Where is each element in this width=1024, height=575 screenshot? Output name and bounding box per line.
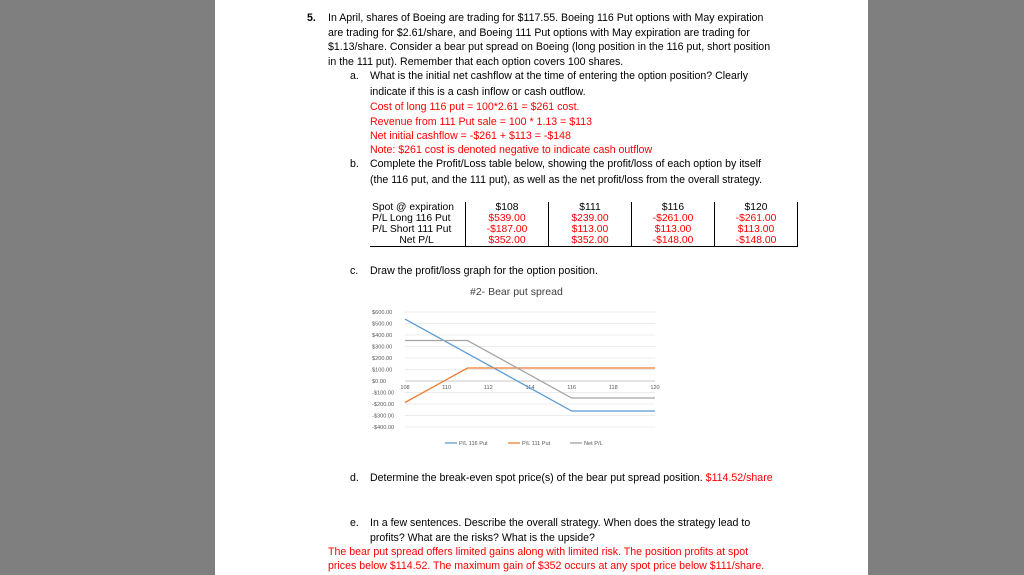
table-cell: $239.00	[549, 213, 632, 224]
part-d-answer: $114.52/share	[705, 472, 773, 484]
y-tick-label: $600.00	[372, 310, 393, 316]
table-cell: -$148.00	[632, 235, 715, 247]
x-tick-label: 120	[650, 385, 660, 391]
part-a-answer: Cost of long 116 put = 100*2.61 = $261 cost.	[370, 101, 580, 113]
question-line: $1.13/share. Consider a bear put spread on Boeing (long position in the 116 put, short position	[328, 41, 771, 53]
part-d-question: Determine the break-even spot price(s) of the bear put spread position.	[370, 472, 703, 484]
document-page	[215, 0, 868, 575]
table-cell: -$148.00	[715, 235, 798, 247]
part-b-line: (the 116 put, and the 111 put), as well as the net profit/loss from the overall strategy.	[370, 174, 762, 186]
part-d-line	[370, 471, 773, 486]
legend-label: P/L 111 Put	[522, 441, 551, 447]
x-tick-label: 114	[525, 385, 535, 391]
table-cell: -$261.00	[715, 213, 798, 224]
y-tick-label: -$400.00	[372, 425, 395, 431]
part-b-line: Complete the Profit/Loss table below, showing the profit/loss of each option by itself	[370, 158, 762, 170]
profit-loss-table	[370, 202, 798, 247]
chart-title: #2- Bear put spread	[470, 286, 563, 298]
part-a-line: indicate if this is a cash inflow or cash outflow.	[370, 86, 586, 98]
part-a-line: What is the initial net cashflow at the time of entering the option position? Clearly	[370, 70, 749, 82]
row-label: P/L Short 111 Put	[370, 224, 466, 235]
part-c-marker: c.	[350, 265, 359, 277]
bear-put-spread-chart	[365, 300, 675, 455]
part-e-line: profits? What are the risks? What is the upside?	[370, 532, 595, 544]
table-row	[370, 224, 798, 235]
table-header-cell: $108	[466, 202, 549, 213]
y-tick-label: -$100.00	[372, 390, 395, 397]
question-line: In April, shares of Boeing are trading for $117.55. Boeing 116 Put options with May expiration	[328, 12, 764, 24]
y-tick-label: $300.00	[372, 344, 393, 351]
y-tick-label: $0.00	[372, 379, 386, 385]
x-tick-label: 112	[483, 385, 493, 391]
legend-label: P/L 116 Put	[459, 441, 488, 447]
table-cell: $352.00	[466, 235, 549, 247]
x-tick-label: 108	[400, 385, 410, 391]
table-row	[370, 235, 798, 247]
part-a-answer: Revenue from 111 Put sale = 100 * 1.13 = $113	[370, 116, 593, 128]
question-line: are trading for $2.61/share, and Boeing 111 Put options with May expiration are trading for	[328, 27, 750, 39]
y-tick-label: $400.00	[372, 333, 393, 339]
table-header-cell: $111	[549, 202, 632, 213]
x-tick-label: 110	[442, 385, 452, 391]
table-cell: -$261.00	[632, 213, 715, 224]
part-e-line: In a few sentences. Describe the overall strategy. When does the strategy lead to	[370, 517, 751, 529]
part-e-answer: prices below $114.52. The maximum gain of $352 occurs at any spot price below $111/share.	[328, 560, 765, 572]
table-header-cell: $120	[715, 202, 798, 213]
part-e-answer: The bear put spread offers limited gains along with limited risk. The position profits at spot	[328, 546, 749, 558]
table-cell: $113.00	[632, 224, 715, 235]
part-a-marker: a.	[350, 70, 359, 82]
table-cell: $539.00	[466, 213, 549, 224]
y-tick-label: -$200.00	[372, 402, 395, 408]
part-e-marker: e.	[350, 517, 359, 529]
part-c-line: Draw the profit/loss graph for the option position.	[370, 265, 598, 277]
x-tick-label: 116	[567, 385, 577, 391]
row-label: P/L Long 116 Put	[370, 213, 466, 224]
table-cell: $113.00	[715, 224, 798, 235]
table-cell: $352.00	[549, 235, 632, 247]
table-header-row	[370, 202, 798, 213]
y-tick-label: $500.00	[372, 321, 393, 328]
series-line	[405, 319, 655, 411]
question-number: 5.	[307, 12, 316, 24]
part-a-answer: Net initial cashflow = -$261 + $113 = -$148	[370, 130, 571, 142]
y-tick-label: $100.00	[372, 367, 393, 374]
table-header-cell: $116	[632, 202, 715, 213]
question-line: in the 111 put). Remember that each option covers 100 shares.	[328, 56, 624, 68]
part-b-marker: b.	[350, 158, 359, 170]
table-row	[370, 213, 798, 224]
table-cell: $113.00	[549, 224, 632, 235]
legend-label: Net P/L	[584, 441, 603, 447]
part-a-answer: Note: $261 cost is denoted negative to indicate cash outflow	[370, 144, 653, 156]
y-tick-label: $200.00	[372, 356, 393, 362]
table-header-cell: Spot @ expiration	[370, 202, 466, 213]
x-tick-label: 118	[608, 385, 618, 391]
row-label: Net P/L	[370, 235, 466, 247]
part-d-marker: d.	[350, 472, 359, 484]
y-tick-label: -$300.00	[372, 413, 395, 420]
table-cell: -$187.00	[466, 224, 549, 235]
